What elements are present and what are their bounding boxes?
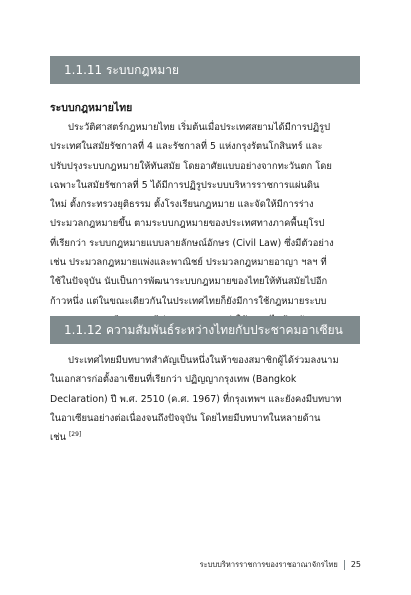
text-line	[50, 428, 362, 447]
footer-book-title: ระบบบริหารราชการของราชอาณาจักรไทย	[199, 560, 338, 569]
text-line: ใช้ในปัจจุบัน นับเป็นการพัฒนาระบบกฎหมายของไทยให้ทันสมัยไปอีก	[50, 276, 328, 288]
text-line: ประเทศไทยมีบทบาทสำคัญเป็นหนึ่งในห้าของสมาชิกผู้ได้ร่วมลงนาม	[68, 355, 339, 366]
text-line: ในเอกสารก่อตั้งอาเซียนที่เรียกว่า ปฏิญญากรุงเทพ (Bangkok	[50, 374, 297, 386]
text-line: ก้าวหนึ่ง แต่ในขณะเดียวกันในประเทศไทยก็ยังมีการใช้กฎหมายระบบ	[50, 295, 327, 307]
reference-marker: [29]	[68, 431, 82, 439]
section-heading-text: 1.1.12 ความสัมพันธ์ระหว่างไทยกับประชาคมอาเซียน	[64, 323, 343, 337]
text-line: ที่เรียกว่า ระบบกฎหมายแบบลายลักษณ์อักษร (Civil Law) ซึ่งมีตัวอย่าง	[50, 237, 334, 249]
text-line: เช่น ประมวลกฎหมายแพ่งและพาณิชย์ ประมวลกฎหมายอาญา ฯลฯ ที่	[50, 257, 327, 269]
footer-divider	[344, 560, 345, 570]
footer-content	[200, 557, 361, 573]
section-heading-text: 1.1.11 ระบบกฎหมาย	[64, 63, 180, 77]
text-line: ในอาเซียนอย่างต่อเนื่องจนถึงปัจจุบัน โดยไทยมีบทบาทในหลายด้าน	[50, 412, 321, 424]
section-heading-thailand-asean	[50, 316, 360, 344]
subheading-thai-legal-system: ระบบกฎหมายไทย	[50, 102, 133, 114]
paragraph-thai-legal-history	[50, 118, 362, 330]
paragraph-thailand-asean-role	[50, 351, 362, 447]
page-footer	[0, 557, 411, 573]
text-line-content: เช่น	[50, 432, 66, 444]
text-line: เฉพาะในสมัยรัชกาลที่ 5 ได้มีการปฏิรูประบบบริหารราชการแผ่นดิน	[50, 179, 320, 191]
section-heading-legal-system	[50, 56, 360, 84]
text-line: ใหม่ ตั้งกระทรวงยุติธรรม ตั้งโรงเรียนกฎหมาย และจัดให้มีการร่าง	[50, 199, 314, 211]
text-line: ประวัติศาสตร์กฎหมายไทย เริ่มต้นเมื่อประเทศสยามได้มีการปฏิรูป	[68, 122, 331, 133]
text-line: ประเทศในสมัยรัชกาลที่ 4 และรัชกาลที่ 5 แห่งกรุงรัตนโกสินทร์ และ	[50, 141, 323, 153]
text-line: ปรับปรุงระบบกฎหมายให้ทันสมัย โดยอาศัยแบบอย่างจากทะวันตก โดย	[50, 160, 332, 172]
text-line: Declaration) ปี พ.ศ. 2510 (ค.ศ. 1967) ที่กรุงเทพฯ และยังคงมีบทบาท	[50, 393, 342, 405]
text-line: ประมวลกฎหมายขึ้น ตามระบบกฎหมายของประเทศทางภาคพื้นยุโรป	[50, 218, 325, 230]
page-number: 25	[350, 560, 361, 569]
